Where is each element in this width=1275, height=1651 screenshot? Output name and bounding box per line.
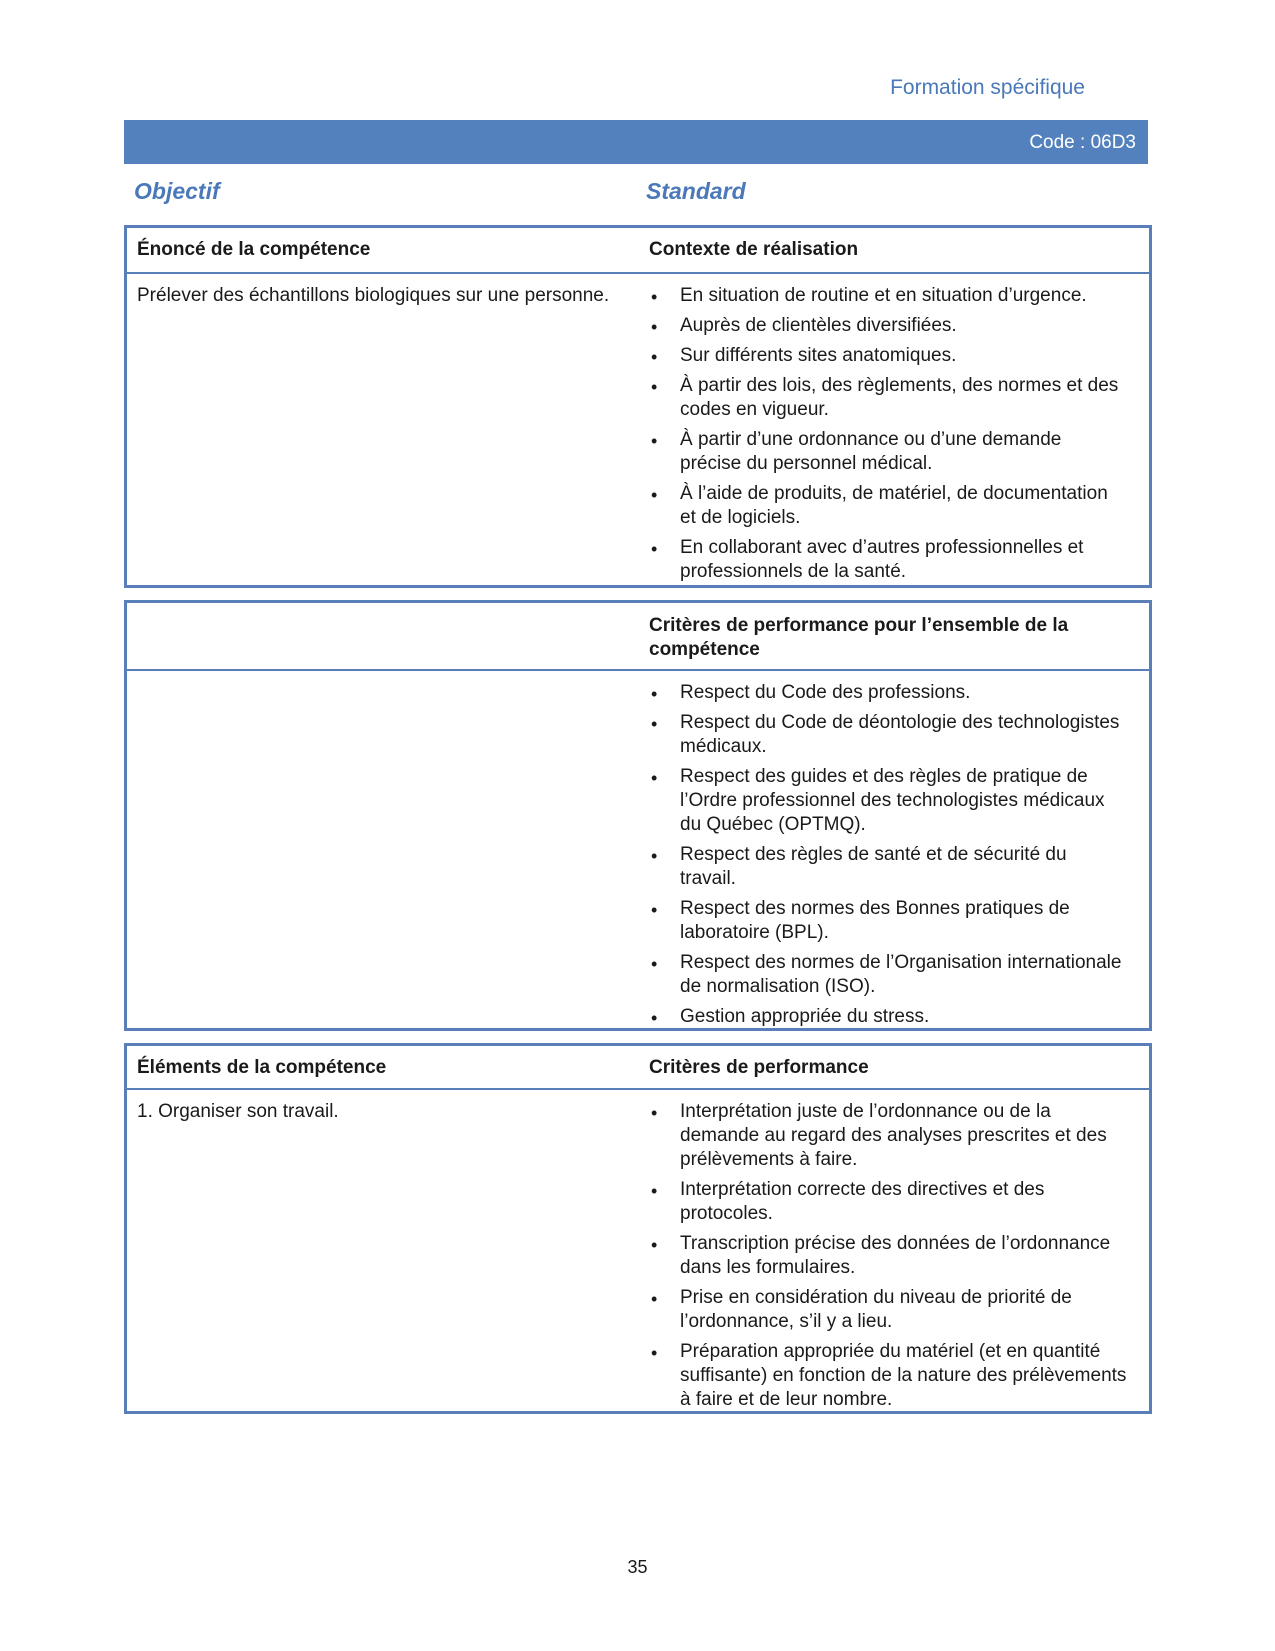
- list-item: • Sur différents sites anatomiques.: [651, 345, 957, 367]
- context-list: [649, 284, 1127, 590]
- competence-context-box: [124, 225, 1152, 588]
- list-item: • À partir d’une ordonnance ou d’une demande précise du personnel médical.: [651, 429, 1062, 474]
- list-item: • À partir des lois, des règlements, des normes et des codes en vigueur.: [651, 375, 1119, 420]
- list-item: • Respect des normes des Bonnes pratiques de laboratoire (BPL).: [651, 898, 1070, 943]
- bullet-icon: •: [651, 485, 658, 505]
- box2-header-row: [127, 603, 1149, 671]
- enonce-title: Énoncé de la compétence: [137, 239, 371, 260]
- criteria-title: Critères de performance: [649, 1057, 869, 1078]
- list-item: • Interprétation juste de l’ordonnance ou de la demande au regard des analyses prescrites et des prélèvements à faire.: [651, 1101, 1107, 1170]
- element-item: 1. Organiser son travail.: [137, 1101, 339, 1122]
- list-item: • Préparation appropriée du matériel (et en quantité suffisante) en fonction de la nature des prélèvements à faire et de leur nombre.: [651, 1341, 1127, 1410]
- bullet-icon: •: [651, 768, 658, 788]
- list-item: • Interprétation correcte des directives et des protocoles.: [651, 1179, 1045, 1224]
- list-item: • Respect des règles de santé et de sécurité du travail.: [651, 844, 1067, 889]
- list-item: • Auprès de clientèles diversifiées.: [651, 315, 957, 337]
- list-item: • À l’aide de produits, de matériel, de documentation et de logiciels.: [651, 483, 1108, 528]
- bullet-icon: •: [651, 377, 658, 397]
- list-item: • En collaborant avec d’autres professionnelles et professionnels de la santé.: [651, 537, 1084, 582]
- bullet-icon: •: [651, 539, 658, 559]
- bullet-icon: •: [651, 1103, 658, 1123]
- list-item: • Gestion appropriée du stress.: [651, 1006, 930, 1028]
- bullet-icon: •: [651, 954, 658, 974]
- list-item: • Respect du Code des professions.: [651, 682, 971, 704]
- overall-criteria-box: [124, 600, 1152, 1031]
- objectif-heading: Objectif: [134, 178, 220, 204]
- list-item: • Transcription précise des données de l’ordonnance dans les formulaires.: [651, 1233, 1111, 1278]
- criteria-list: [649, 1100, 1127, 1418]
- bullet-icon: •: [651, 431, 658, 451]
- standard-heading: Standard: [646, 178, 746, 204]
- bullet-icon: •: [651, 1289, 658, 1309]
- list-item: • Respect des guides et des règles de pratique de l’Ordre professionnel des technologistes médicaux du Québec (OPTMQ).: [651, 766, 1105, 835]
- list-item: • Prise en considération du niveau de priorité de l’ordonnance, s’il y a lieu.: [651, 1287, 1072, 1332]
- bullet-icon: •: [651, 1235, 658, 1255]
- bullet-icon: •: [651, 1343, 658, 1363]
- bullet-icon: •: [651, 347, 658, 367]
- code-label: Code : 06D3: [1029, 132, 1136, 153]
- overall-criteria-list: [649, 681, 1127, 1035]
- bullet-icon: •: [651, 1008, 658, 1028]
- page-number: 35: [627, 1557, 648, 1577]
- code-bar: [124, 120, 1148, 164]
- bullet-icon: •: [651, 900, 658, 920]
- bullet-icon: •: [651, 1181, 658, 1201]
- list-item: • Respect du Code de déontologie des technologistes médicaux.: [651, 712, 1120, 757]
- bullet-icon: •: [651, 714, 658, 734]
- elements-criteria-box: [124, 1043, 1152, 1414]
- list-item: • En situation de routine et en situation d’urgence.: [651, 285, 1087, 307]
- list-item: • Respect des normes de l’Organisation internationale de normalisation (ISO).: [651, 952, 1122, 997]
- competence-statement: Prélever des échantillons biologiques sur une personne.: [137, 285, 610, 306]
- formation-label: Formation spécifique: [890, 76, 1085, 99]
- bullet-icon: •: [651, 684, 658, 704]
- box1-header-row: [127, 228, 1149, 274]
- box3-header-row: [127, 1046, 1149, 1090]
- elements-title: Éléments de la compétence: [137, 1057, 387, 1078]
- bullet-icon: •: [651, 287, 658, 307]
- overall-criteria-title: Critères de performance pour l’ensemble de la compétence: [649, 615, 1069, 660]
- bullet-icon: •: [651, 317, 658, 337]
- bullet-icon: •: [651, 846, 658, 866]
- contexte-title: Contexte de réalisation: [649, 239, 859, 260]
